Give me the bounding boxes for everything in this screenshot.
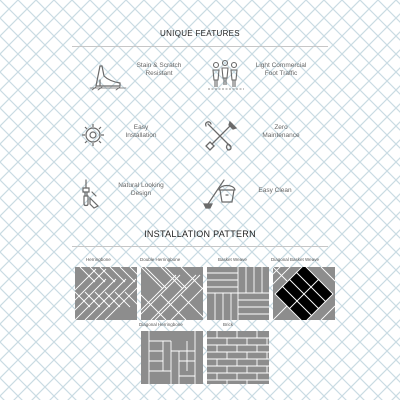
- mop-bucket-icon: [202, 178, 242, 212]
- people-crowd-icon: [206, 58, 246, 92]
- feature-label: Easy: [133, 124, 149, 131]
- pattern-label-basket-weave: Basket Weave: [218, 257, 247, 262]
- installation-divider: [72, 246, 328, 247]
- wrench-screwdriver-icon: [202, 120, 242, 154]
- feature-label: Easy Clean: [258, 187, 292, 194]
- features-divider: [72, 46, 328, 47]
- pattern-tile-brick: [207, 331, 269, 384]
- pattern-tile-basket-weave: [207, 267, 269, 320]
- pattern-tile-double-herringbone: [141, 267, 203, 320]
- high-heel-shoe-icon: [88, 58, 128, 92]
- pattern-label-herringbone: Herringbone: [86, 257, 111, 262]
- pattern-tile-diagonal-herringbone: [141, 331, 203, 384]
- installation-pattern-heading: INSTALLATION PATTERN: [144, 229, 256, 239]
- feature-label: Maintenance: [262, 132, 300, 139]
- unique-features-heading: UNIQUE FEATURES: [160, 29, 240, 38]
- pattern-label-diagonal-herringbone: Diagonal Herringbone: [139, 322, 183, 327]
- feature-label: Stain & Scratch: [136, 62, 182, 69]
- feature-label: Zero: [274, 124, 288, 131]
- feature-label: Installation: [125, 132, 157, 139]
- feature-label: Resistant: [145, 70, 173, 77]
- feature-label: Natural Looking: [118, 182, 164, 189]
- feature-label: Design: [130, 190, 152, 197]
- feature-label: Light Commercial: [255, 62, 307, 69]
- pattern-label-brick: Brick: [223, 322, 233, 327]
- feature-label: Foot Traffic: [264, 70, 298, 77]
- pattern-label-double-herringbone: Double Herringbone: [140, 257, 181, 262]
- pattern-tile-herringbone: [75, 267, 137, 320]
- pattern-tile-diagonal-basket-weave: [273, 267, 335, 320]
- pattern-label-diagonal-basket-weave: Diagonal Basket Weave: [271, 257, 319, 262]
